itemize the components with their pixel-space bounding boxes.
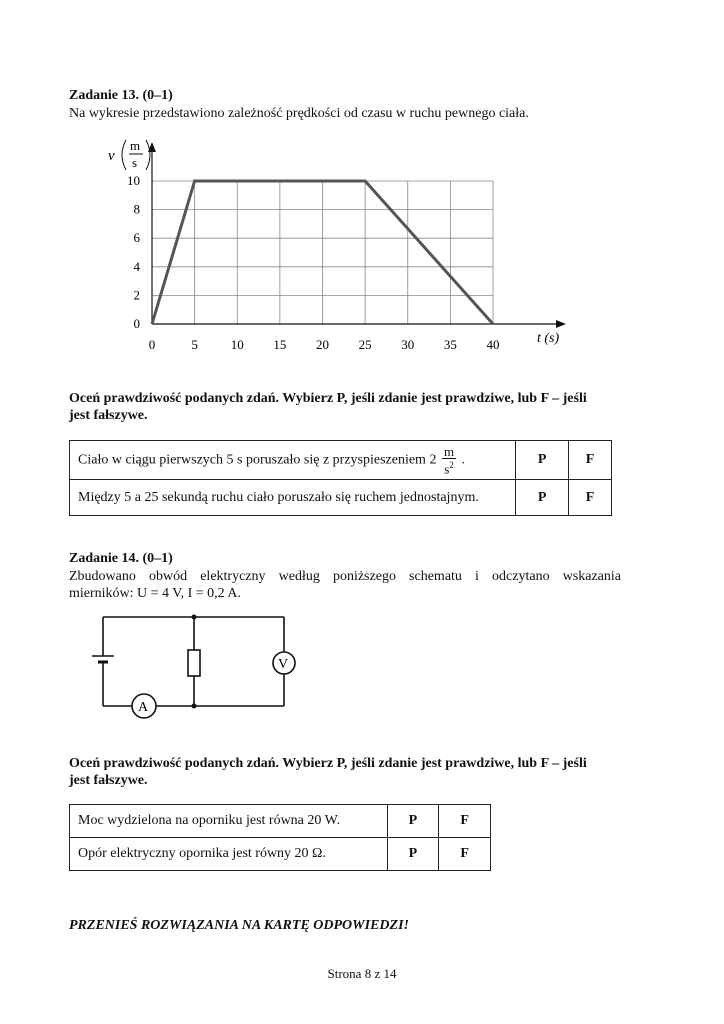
acceleration-unit — [442, 445, 456, 475]
x-tick-label: 5 — [191, 337, 198, 352]
task14-intro-line2: mierników: U = 4 V, I = 0,2 A. — [69, 586, 241, 601]
true-option[interactable]: P — [387, 838, 439, 871]
x-tick-label: 40 — [486, 337, 500, 352]
y-tick-label: 10 — [127, 173, 140, 188]
junction-dot-top — [192, 615, 197, 620]
statement-cell: Moc wydzielona na oporniku jest równa 20 W. — [70, 805, 388, 838]
x-tick-label: 30 — [401, 337, 415, 352]
table-row — [70, 838, 491, 871]
y-axis-symbol: v — [108, 148, 115, 164]
table-row — [70, 441, 612, 480]
false-option[interactable]: F — [569, 441, 612, 480]
false-option[interactable]: F — [439, 838, 491, 871]
task13-title: Zadanie 13. (0–1) — [69, 88, 173, 103]
task13-instruction-line2: jest fałszywe. — [69, 408, 148, 423]
voltmeter-label: V — [278, 657, 289, 672]
y-tick-label: 6 — [133, 230, 140, 246]
false-option[interactable]: F — [569, 480, 612, 516]
page-number: Strona 8 z 14 — [327, 966, 397, 981]
x-tick-label: 25 — [358, 337, 372, 352]
statement-tail: . — [461, 452, 466, 468]
resistor — [188, 650, 200, 676]
unit-denominator: $s^2$ — [444, 459, 454, 477]
x-tick-label: 15 — [273, 337, 287, 352]
velocity-time-chart — [0, 130, 600, 370]
y-axis-paren-left — [122, 140, 126, 170]
y-tick-label: 0 — [133, 316, 140, 331]
y-tick-label: 2 — [133, 287, 140, 303]
y-axis-unit-den: s — [132, 155, 138, 170]
y-axis-unit-num: m — [130, 138, 141, 153]
true-option[interactable]: P — [387, 805, 439, 838]
y-tick-label: 8 — [133, 201, 140, 217]
junction-dot-bottom — [192, 704, 197, 709]
chart-tick-labels — [127, 173, 500, 352]
transfer-note: PRZENIEŚ ROZWIĄZANIA NA KARTĘ ODPOWIEDZI! — [69, 918, 409, 933]
task14-title: Zadanie 14. (0–1) — [69, 551, 173, 566]
statement-cell: Opór elektryczny opornika jest równy 20 Ω. — [70, 838, 388, 871]
x-tick-label: 35 — [443, 337, 457, 352]
chart-grid — [152, 181, 493, 324]
table-row — [70, 480, 612, 516]
y-tick-label: 4 — [133, 258, 140, 274]
task13-intro: Na wykresie przedstawiono zależność prędkości od czasu w ruchu pewnego ciała. — [69, 106, 529, 121]
statement-cell: Między 5 a 25 sekundą ruchu ciało poruszało się ruchem jednostajnym. — [70, 480, 516, 516]
circuit-diagram — [90, 608, 330, 723]
false-option[interactable]: F — [439, 805, 491, 838]
x-axis-label: t (s) — [537, 331, 560, 346]
y-axis-paren-right — [146, 140, 150, 170]
statement-cell — [70, 441, 516, 480]
statement-text: Ciało w ciągu pierwszych 5 s poruszało się z przyspieszeniem 2 — [78, 452, 437, 468]
task13-true-false-table — [69, 440, 612, 516]
x-tick-label: 0 — [148, 337, 156, 352]
x-tick-label: 10 — [230, 337, 244, 352]
task14-true-false-table — [69, 804, 491, 871]
task14-intro-line1: Zbudowano obwód elektryczny według poniższego schematu i odczytano wskazania — [69, 569, 621, 584]
task14-instruction-line1: Oceń prawdziwość podanych zdań. Wybierz P, jeśli zdanie jest prawdziwe, lub F – jeśli — [69, 756, 587, 771]
x-axis-arrow — [556, 320, 566, 328]
true-option[interactable]: P — [516, 480, 569, 516]
task14-instruction-line2: jest fałszywe. — [69, 773, 148, 788]
true-option[interactable]: P — [516, 441, 569, 480]
task13-instruction-line1: Oceń prawdziwość podanych zdań. Wybierz P, jeśli zdanie jest prawdziwe, lub F – jeśli — [69, 391, 587, 406]
table-row — [70, 805, 491, 838]
chart-axes — [148, 142, 566, 328]
x-tick-label: 20 — [316, 337, 329, 352]
ammeter-label: A — [138, 700, 149, 715]
unit-numerator: m — [443, 443, 455, 459]
